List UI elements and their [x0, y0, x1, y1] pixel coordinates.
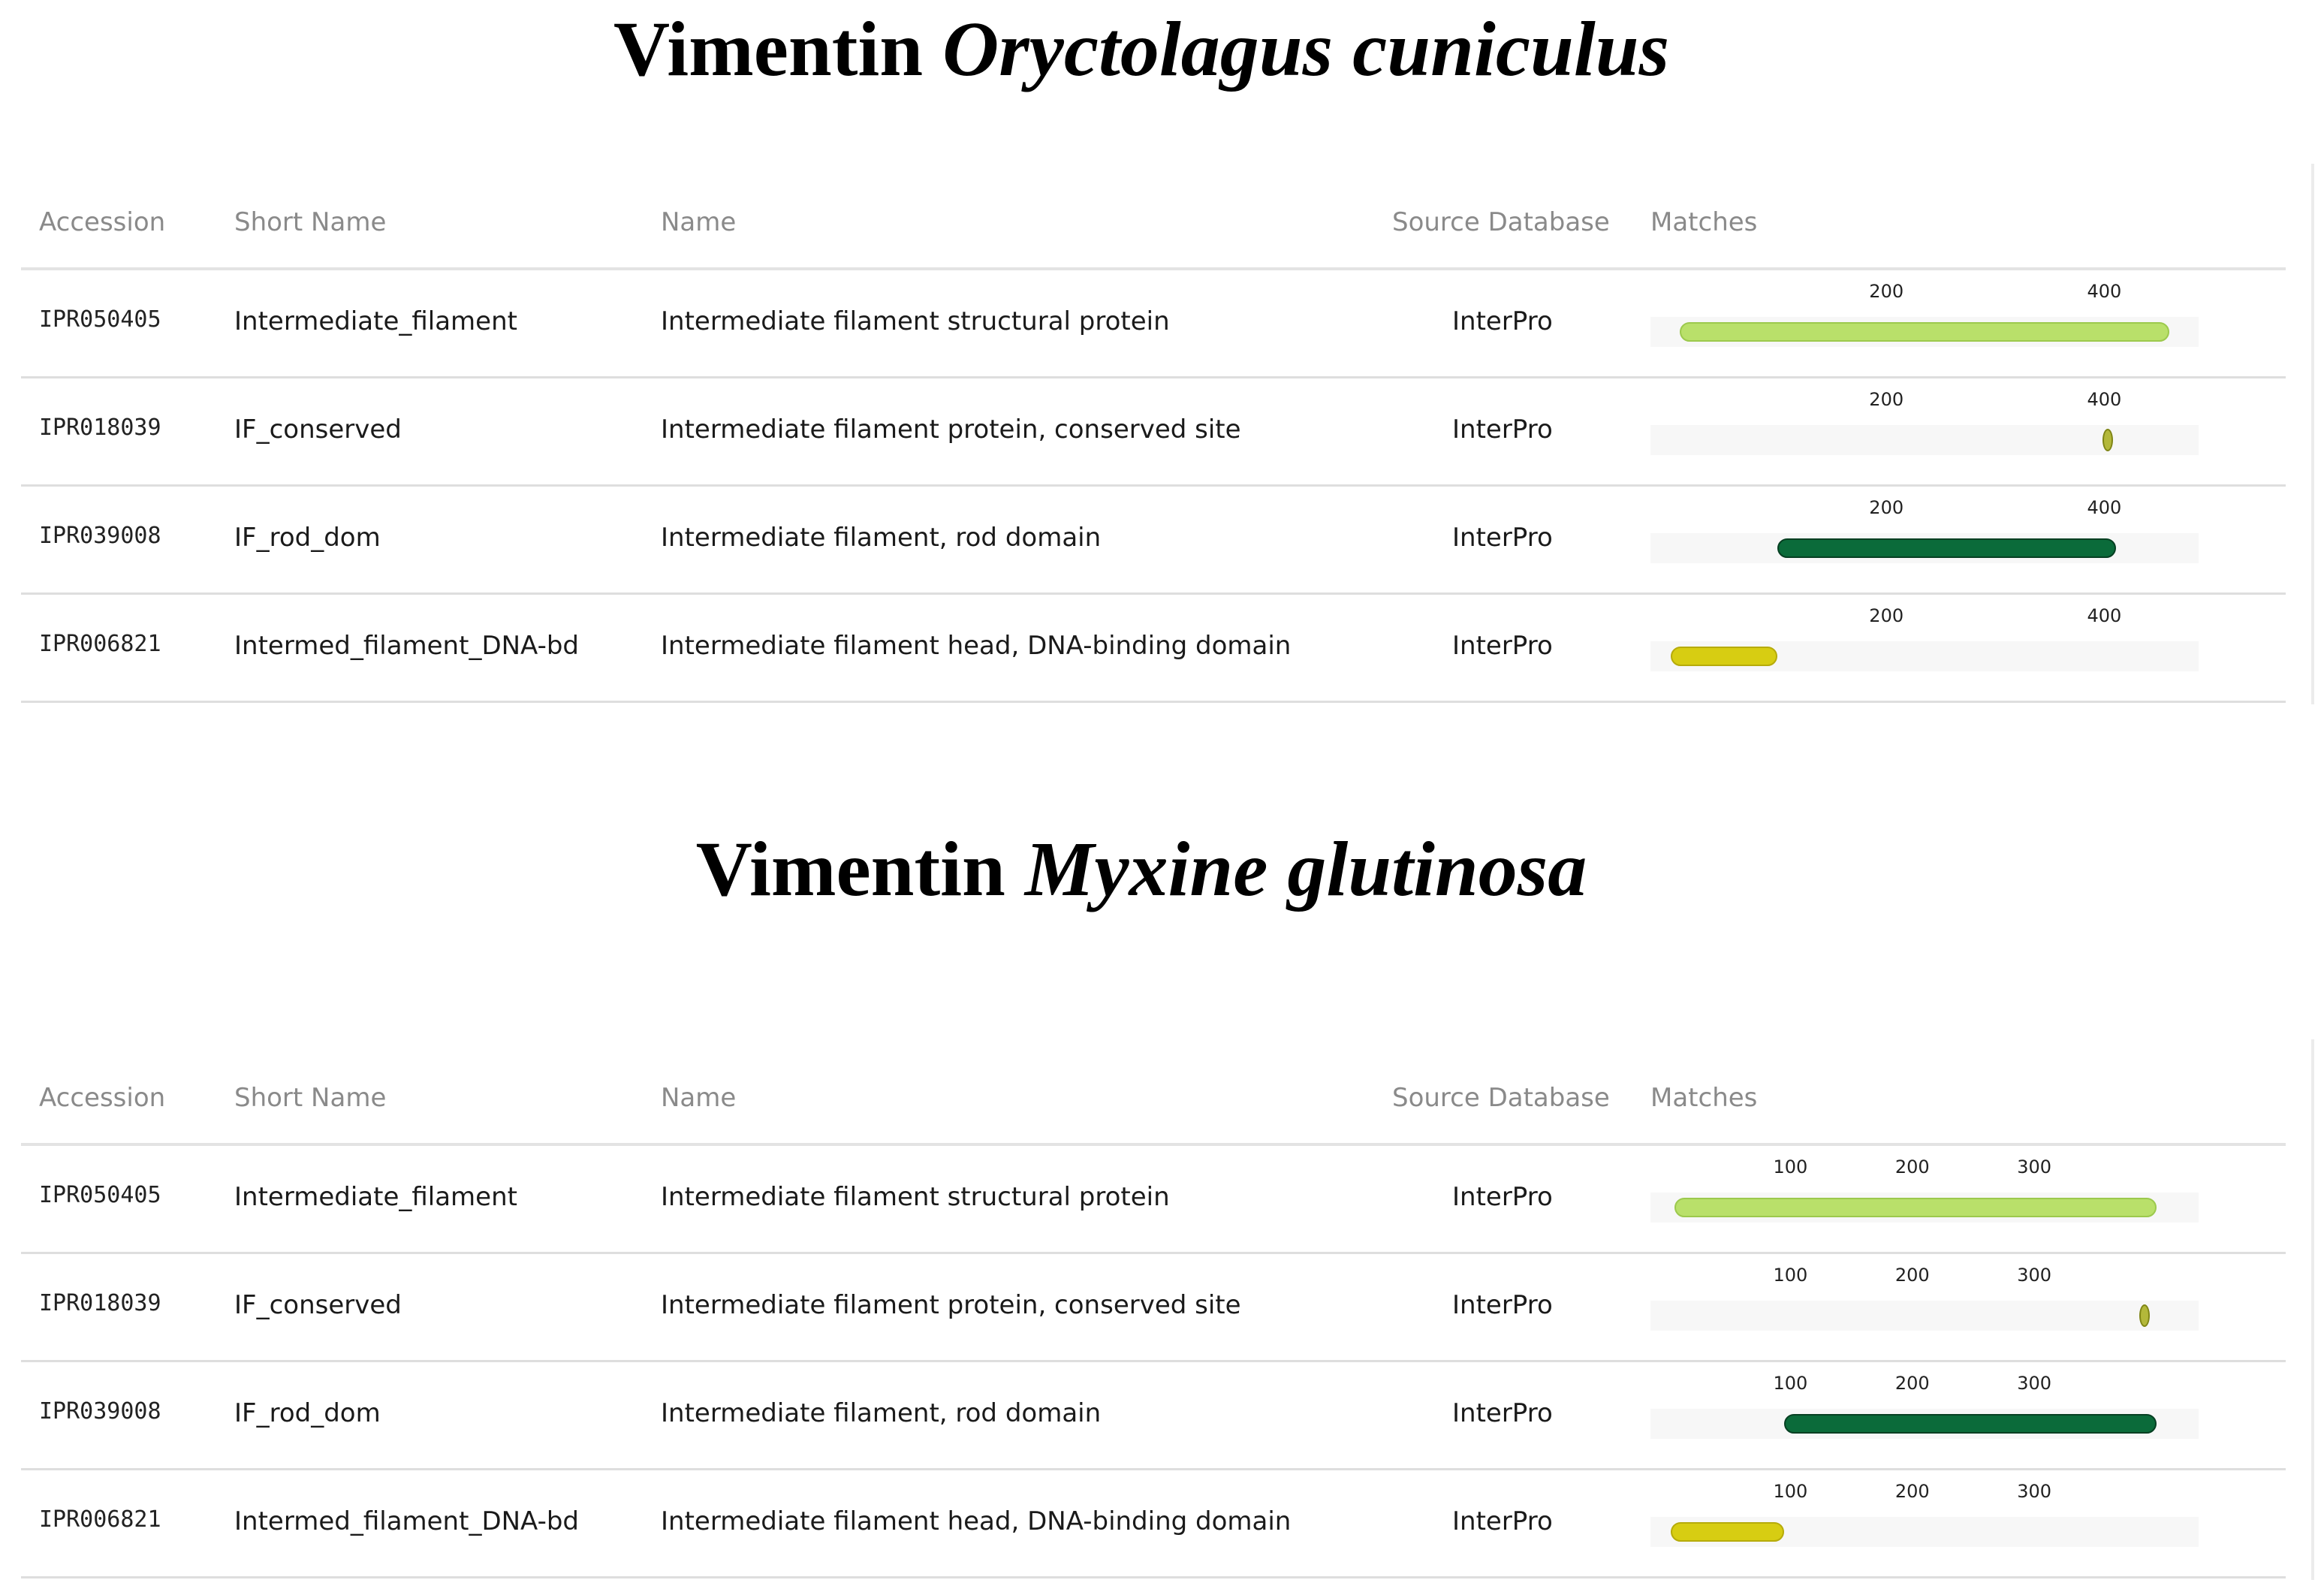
entry-name: Intermediate filament head, DNA-binding domain — [661, 631, 1292, 661]
match-track — [1650, 1156, 2199, 1229]
entry-name: Intermediate filament, rod domain — [661, 1398, 1102, 1428]
title-species: Myxine glutinosa — [1024, 826, 1587, 912]
axis-tick-label: 400 — [2087, 605, 2122, 626]
axis-tick-label: 100 — [1773, 1373, 1808, 1394]
conserved-site-marker[interactable] — [2139, 1304, 2150, 1327]
short-name-link[interactable]: IF_rod_dom — [234, 1398, 381, 1428]
axis-tick-label: 100 — [1773, 1265, 1808, 1286]
entry-name: Intermediate filament, rod domain — [661, 523, 1102, 553]
accession-link[interactable]: IPR050405 — [39, 306, 161, 333]
panel-border — [2311, 164, 2314, 704]
match-track — [1650, 281, 2199, 353]
source-db: InterPro — [1452, 306, 1553, 336]
source-db: InterPro — [1452, 1290, 1553, 1320]
section-title — [0, 826, 2283, 912]
accession-link[interactable]: IPR039008 — [39, 523, 161, 549]
table-header — [21, 164, 2286, 269]
panel-border — [2311, 1039, 2314, 1580]
table-row[interactable] — [21, 487, 2286, 595]
axis-tick-label: 200 — [1894, 1265, 1930, 1286]
axis-tick-label: 200 — [1894, 1481, 1930, 1502]
table-row[interactable] — [21, 1470, 2286, 1578]
table-row[interactable] — [21, 1362, 2286, 1470]
axis-tick-label: 200 — [1869, 281, 1904, 302]
entry-name: Intermediate filament head, DNA-binding domain — [661, 1506, 1292, 1536]
axis-tick-label: 300 — [2017, 1265, 2052, 1286]
accession-link[interactable]: IPR050405 — [39, 1182, 161, 1208]
accession-link[interactable]: IPR018039 — [39, 415, 161, 441]
accession-link[interactable]: IPR018039 — [39, 1290, 161, 1316]
col-header-source-db[interactable]: Source Database — [1392, 1083, 1610, 1113]
entry-name: Intermediate filament structural protein — [661, 1182, 1170, 1212]
accession-link[interactable]: IPR039008 — [39, 1398, 161, 1425]
col-header-matches[interactable]: Matches — [1650, 1083, 1758, 1113]
conserved-site-marker[interactable] — [2102, 429, 2113, 451]
results-table — [21, 164, 2286, 704]
short-name-link[interactable]: Intermediate_filament — [234, 1182, 517, 1212]
axis-tick-label: 100 — [1773, 1156, 1808, 1177]
short-name-link[interactable]: IF_conserved — [234, 415, 402, 445]
match-segment[interactable] — [1674, 1198, 2156, 1217]
axis-tick-label: 300 — [2017, 1156, 2052, 1177]
match-track — [1650, 1481, 2199, 1553]
col-header-matches[interactable]: Matches — [1650, 207, 1758, 237]
title-prefix: Vimentin — [695, 826, 1005, 912]
source-db: InterPro — [1452, 1506, 1553, 1536]
table-row[interactable] — [21, 595, 2286, 703]
row-divider — [21, 701, 2286, 703]
table-row[interactable] — [21, 270, 2286, 378]
table-header — [21, 1039, 2286, 1144]
source-db: InterPro — [1452, 1398, 1553, 1428]
source-db: InterPro — [1452, 631, 1553, 661]
results-table — [21, 1039, 2286, 1580]
col-header-accession[interactable]: Accession — [39, 1083, 166, 1113]
match-segment[interactable] — [1784, 1414, 2156, 1434]
section-title — [0, 6, 2283, 92]
axis-tick-label: 200 — [1869, 389, 1904, 410]
short-name-link[interactable]: IF_conserved — [234, 1290, 402, 1320]
short-name-link[interactable]: IF_rod_dom — [234, 523, 381, 553]
axis-tick-label: 400 — [2087, 497, 2122, 518]
match-track — [1650, 605, 2199, 677]
col-header-short-name[interactable]: Short Name — [234, 207, 387, 237]
track-background — [1650, 1301, 2199, 1331]
axis-tick-label: 200 — [1869, 605, 1904, 626]
accession-link[interactable]: IPR006821 — [39, 631, 161, 657]
col-header-accession[interactable]: Accession — [39, 207, 166, 237]
source-db: InterPro — [1452, 523, 1553, 553]
short-name-link[interactable]: Intermediate_filament — [234, 306, 517, 336]
source-db: InterPro — [1452, 415, 1553, 445]
source-db: InterPro — [1452, 1182, 1553, 1212]
entry-name: Intermediate filament structural protein — [661, 306, 1170, 336]
col-header-source-db[interactable]: Source Database — [1392, 207, 1610, 237]
short-name-link[interactable]: Intermed_filament_DNA-bd — [234, 631, 579, 661]
axis-tick-label: 300 — [2017, 1481, 2052, 1502]
match-track — [1650, 389, 2199, 461]
match-track — [1650, 497, 2199, 569]
table-row[interactable] — [21, 1146, 2286, 1254]
col-header-name[interactable]: Name — [661, 1083, 737, 1113]
axis-tick-label: 200 — [1869, 497, 1904, 518]
col-header-name[interactable]: Name — [661, 207, 737, 237]
axis-tick-label: 200 — [1894, 1156, 1930, 1177]
axis-tick-label: 100 — [1773, 1481, 1808, 1502]
axis-tick-label: 200 — [1894, 1373, 1930, 1394]
col-header-short-name[interactable]: Short Name — [234, 1083, 387, 1113]
axis-tick-label: 400 — [2087, 281, 2122, 302]
match-track — [1650, 1373, 2199, 1445]
row-divider — [21, 1576, 2286, 1578]
match-segment[interactable] — [1671, 1522, 1784, 1542]
accession-link[interactable]: IPR006821 — [39, 1506, 161, 1533]
title-prefix: Vimentin — [613, 6, 924, 92]
match-segment[interactable] — [1680, 322, 2170, 342]
axis-tick-label: 300 — [2017, 1373, 2052, 1394]
table-row[interactable] — [21, 378, 2286, 487]
match-segment[interactable] — [1777, 538, 2116, 558]
match-segment[interactable] — [1671, 647, 1777, 666]
track-background — [1650, 425, 2199, 455]
entry-name: Intermediate filament protein, conserved site — [661, 1290, 1241, 1320]
table-row[interactable] — [21, 1254, 2286, 1362]
match-track — [1650, 1265, 2199, 1337]
short-name-link[interactable]: Intermed_filament_DNA-bd — [234, 1506, 579, 1536]
axis-tick-label: 400 — [2087, 389, 2122, 410]
entry-name: Intermediate filament protein, conserved site — [661, 415, 1241, 445]
title-species: Oryctolagus cuniculus — [942, 6, 1670, 92]
